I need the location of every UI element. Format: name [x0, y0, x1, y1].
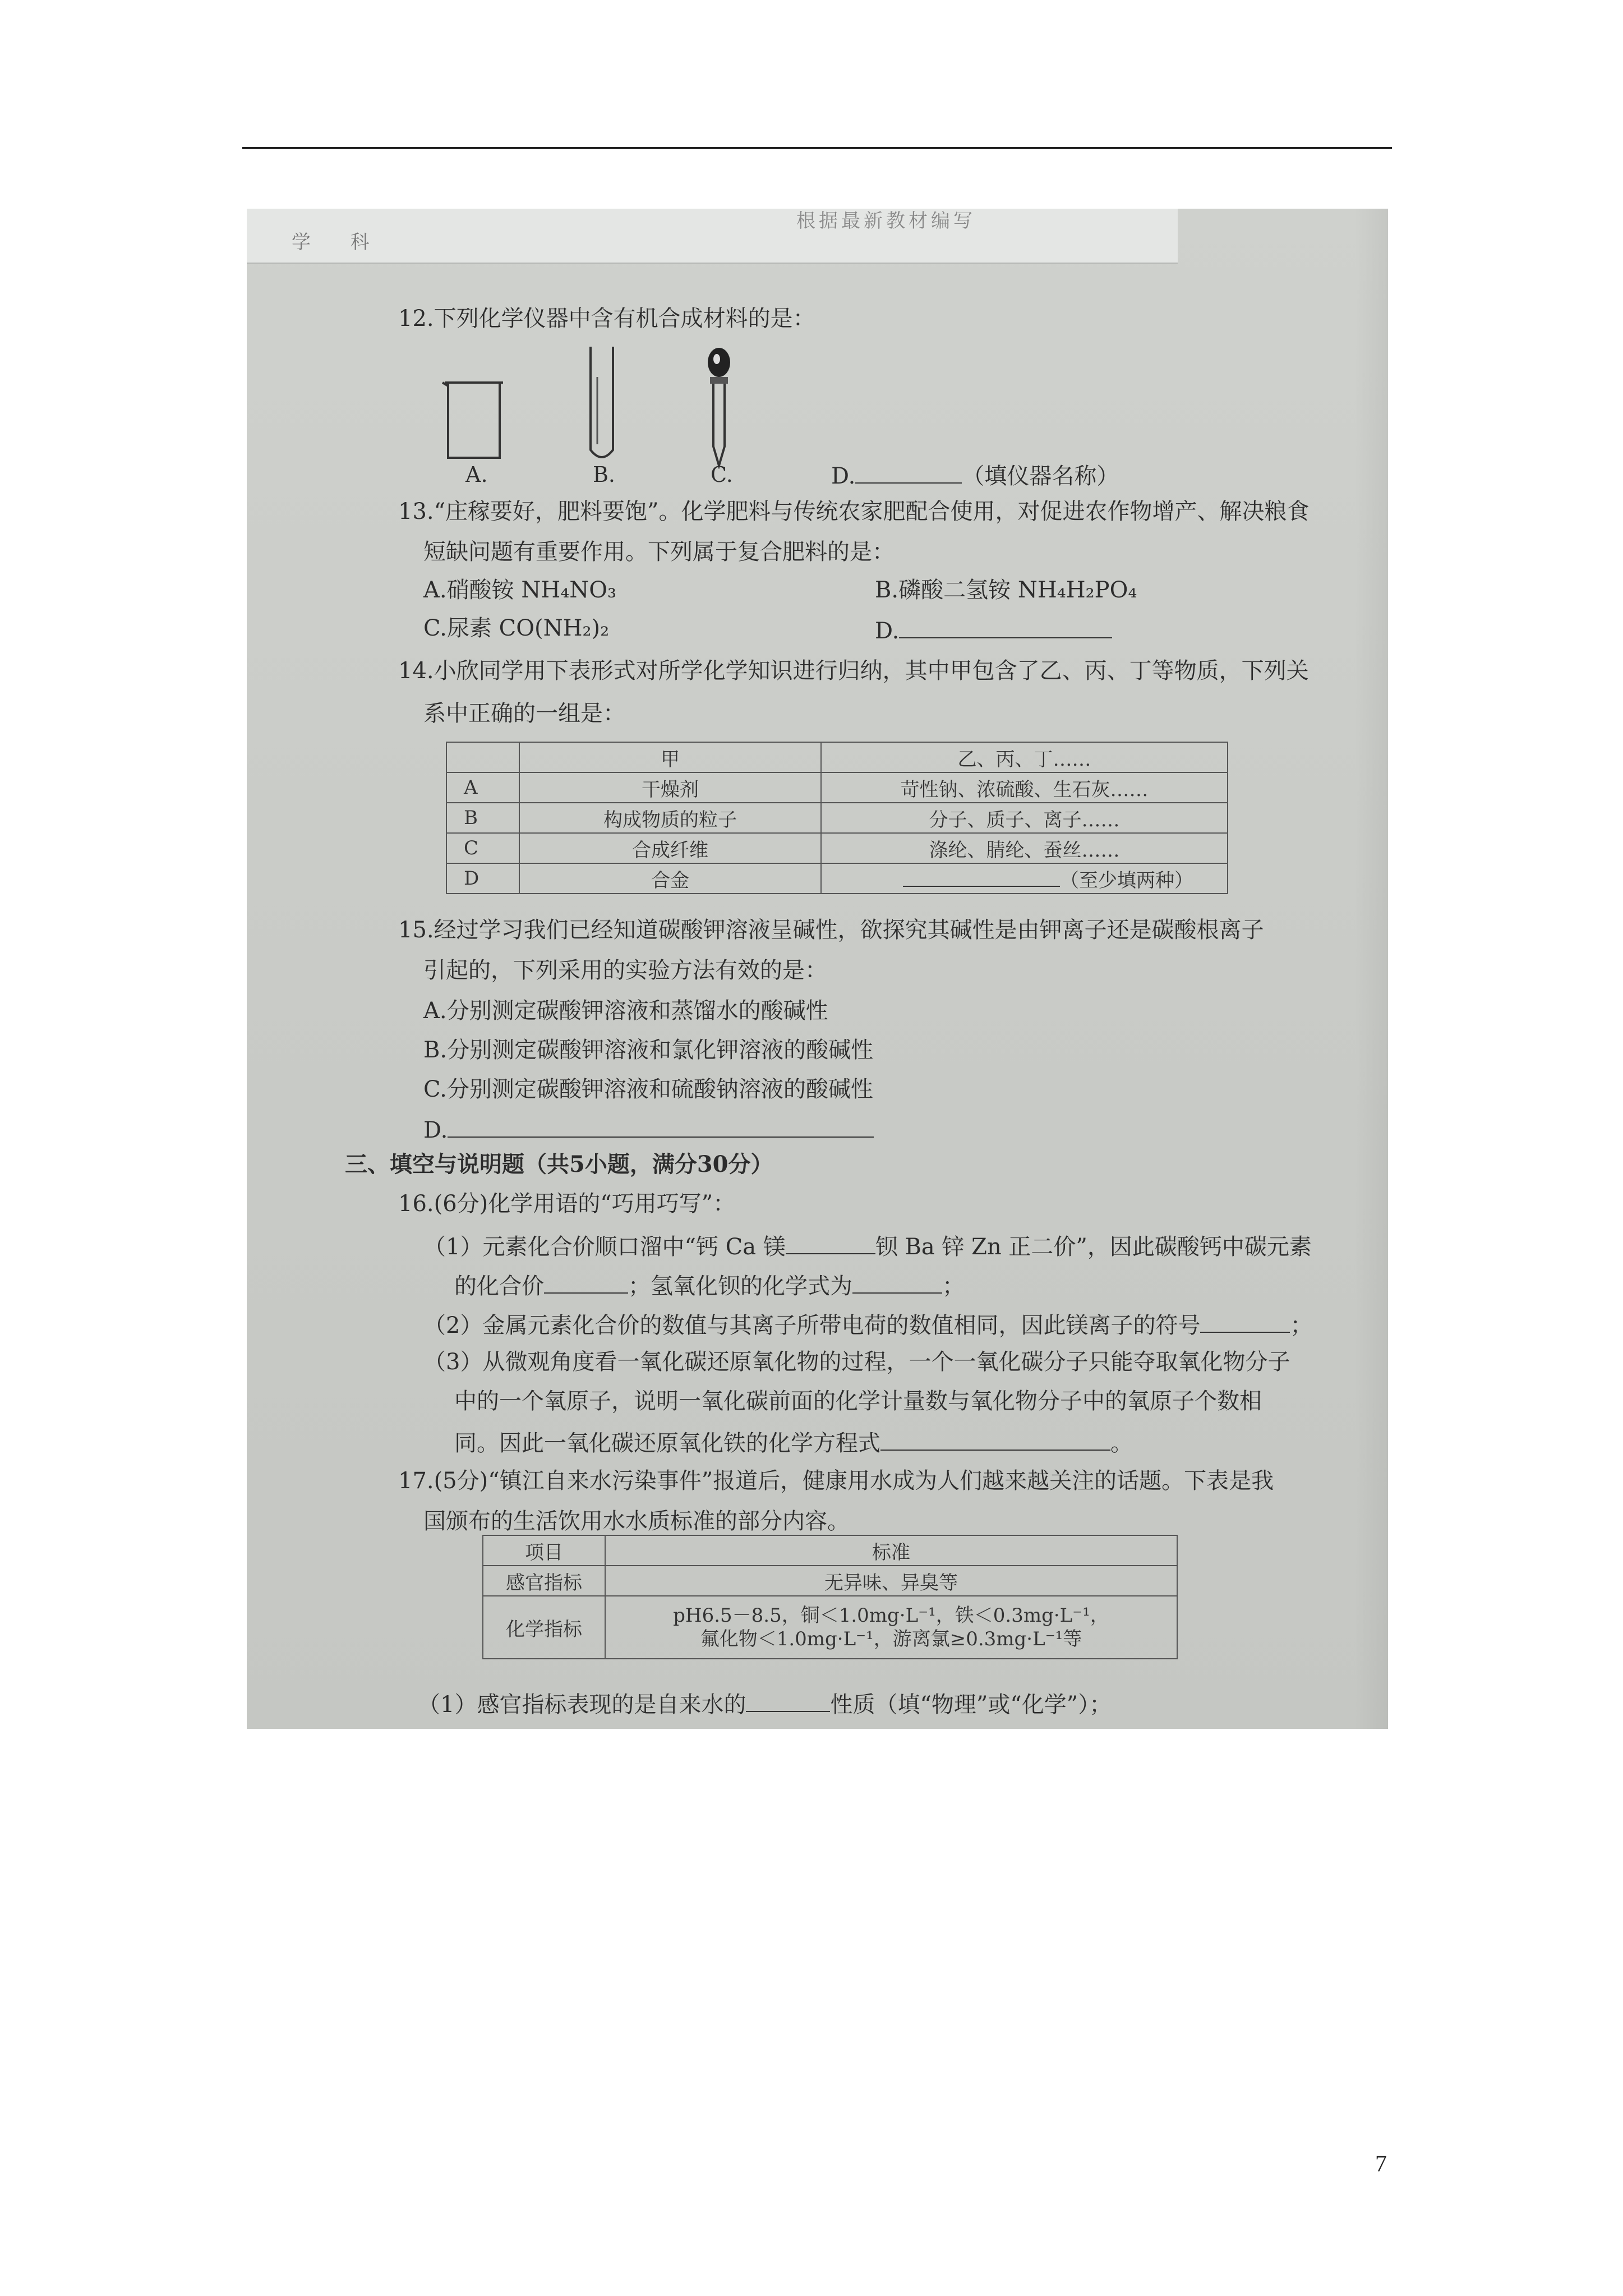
- q14-row-a-jia: 干燥剂: [519, 772, 821, 803]
- q17-header-standard: 标准: [605, 1535, 1177, 1566]
- q16-p2-blank[interactable]: [1200, 1309, 1290, 1333]
- q14-row-d-items: [821, 863, 1228, 894]
- page-number: 7: [1375, 2151, 1387, 2177]
- q12-label-b: B.: [593, 462, 616, 487]
- q14-row-d-jia: 合金: [519, 863, 821, 894]
- q13-d-prefix: D.: [875, 618, 900, 644]
- q17-row2-line2: 氟化物＜1.0mg·L⁻¹，游离氯≥0.3mg·L⁻¹等: [700, 1628, 1082, 1650]
- q12-option-d: [831, 460, 1119, 490]
- q13-option-c: C.尿素 CO(NH₂)₂: [423, 615, 610, 641]
- q16-p1-c: 的化合价: [454, 1273, 544, 1299]
- q14-row-c-jia: 合成纤维: [519, 833, 821, 863]
- q14-row-b-label: B: [446, 803, 519, 833]
- q14-row-a-label: A: [446, 772, 519, 803]
- q16-part3-line2: 中的一个氧原子，说明一氧化碳前面的化学计量数与氧化物分子中的氧原子个数相: [454, 1388, 1262, 1414]
- q16-p1-e: ；: [942, 1273, 965, 1299]
- page-edge-shadow: [1354, 209, 1388, 1729]
- header-strip: [247, 209, 1178, 264]
- q14-row-d-label: D: [446, 863, 519, 894]
- table-row: [446, 772, 1228, 803]
- table-row: [483, 1596, 1177, 1659]
- q12-label-c: C.: [711, 462, 733, 487]
- table-row: [446, 803, 1228, 833]
- q16-part3-line3: [454, 1427, 1133, 1457]
- q17-line1: 17.(5分)“镇江自来水污染事件”报道后，健康用水成为人们越来越关注的话题。下表是我: [398, 1468, 1274, 1494]
- q13-line1: 13.“庄稼要好，肥料要饱”。化学肥料与传统农家肥配合使用，对促进农作物增产、解决粮食: [398, 499, 1310, 524]
- q17-row2-label: 化学指标: [483, 1596, 605, 1659]
- q12-label-a: A.: [465, 462, 488, 487]
- q17-part1: [418, 1688, 1112, 1718]
- q14-row-c-items: 涤纶、腈纶、蚕丝……: [821, 833, 1228, 863]
- q12-d-suffix: （填仪器名称）: [962, 463, 1119, 489]
- q17-p1-a: （1）感官指标表现的是自来水的: [418, 1692, 746, 1718]
- q16-p1-a: （1）元素化合价顺口溜中“钙 Ca 镁: [423, 1234, 786, 1260]
- q13-option-b: B.磷酸二氢铵 NH₄H₂PO₄: [875, 577, 1137, 603]
- q17-p1-blank[interactable]: [746, 1688, 830, 1712]
- q13-option-a: A.硝酸铵 NH₄NO₃: [423, 577, 617, 603]
- q16-p3-text: 同。因此一氧化碳还原氧化铁的化学方程式: [454, 1430, 880, 1456]
- q16-p2-text: （2）金属元素化合价的数值与其离子所带电荷的数值相同，因此镁离子的符号: [423, 1313, 1201, 1338]
- table-row: [446, 863, 1228, 894]
- q17-header-item: 项目: [483, 1535, 605, 1566]
- table-row: [483, 1566, 1177, 1596]
- section-3-heading: 三、填空与说明题（共5小题，满分30分）: [345, 1151, 773, 1177]
- q14-row-b-items: 分子、质子、离子……: [821, 803, 1228, 833]
- q13-d-blank[interactable]: [899, 615, 1112, 638]
- q15-d-blank[interactable]: [448, 1114, 874, 1138]
- q14-header-col1: 甲: [519, 742, 821, 772]
- q14-d-hint: （至少填两种）: [1060, 869, 1193, 892]
- q16-p1-blank1[interactable]: [786, 1231, 875, 1254]
- q12-d-prefix: D.: [831, 463, 856, 489]
- q16-p1-blank2[interactable]: [544, 1270, 628, 1294]
- q17-p1-b: 性质（填“物理”或“化学”）；: [830, 1692, 1112, 1718]
- q16-stem: 16.(6分)化学用语的“巧用巧写”：: [398, 1191, 736, 1217]
- q13-line2: 短缺问题有重要作用。下列属于复合肥料的是：: [423, 539, 895, 565]
- q15-d-prefix: D.: [423, 1117, 448, 1143]
- q15-line2: 引起的，下列采用的实验方法有效的是：: [423, 958, 827, 983]
- scanned-exam-photo: [247, 209, 1388, 1729]
- q15-option-d: [423, 1114, 874, 1144]
- q16-p3-end: 。: [1110, 1430, 1133, 1456]
- q17-row1-value: 无异味、异臭等: [605, 1566, 1177, 1596]
- beaker-icon: [440, 378, 508, 462]
- q12-d-blank[interactable]: [855, 460, 962, 484]
- header-strip-right: 根据最新教材编写: [796, 210, 976, 232]
- q17-table-header: [483, 1535, 1177, 1566]
- q14-d-blank[interactable]: [903, 867, 1060, 887]
- q15-option-c: C.分别测定碳酸钾溶液和硫酸钠溶液的酸碱性: [423, 1076, 873, 1102]
- dropper-icon: [702, 346, 736, 469]
- q14-row-c-label: C: [446, 833, 519, 863]
- q14-row-a-items: 苛性钠、浓硫酸、生石灰……: [821, 772, 1228, 803]
- q12-stem: 12.下列化学仪器中含有机合成材料的是：: [398, 306, 815, 332]
- q16-part1-line2: [454, 1270, 965, 1300]
- q16-p3-blank[interactable]: [880, 1427, 1110, 1451]
- q14-line2: 系中正确的一组是：: [423, 701, 625, 726]
- q17-water-standard-table: [482, 1535, 1178, 1659]
- q16-part2: [423, 1309, 1312, 1339]
- q14-table: [446, 742, 1228, 894]
- q16-p2-end: ；: [1290, 1313, 1313, 1338]
- q15-option-a: A.分别测定碳酸钾溶液和蒸馏水的酸碱性: [423, 998, 828, 1024]
- q14-header-col0: [446, 742, 519, 772]
- header-strip-left: 学 科: [292, 231, 386, 254]
- q17-row2-line1: pH6.5－8.5，铜＜1.0mg·L⁻¹，铁＜0.3mg·L⁻¹，: [673, 1604, 1109, 1627]
- q16-p1-blank3[interactable]: [852, 1270, 942, 1294]
- q14-header-col2: 乙、丙、丁……: [821, 742, 1228, 772]
- q16-part3-line1: （3）从微观角度看一氧化碳还原氧化物的过程，一个一氧化碳分子只能夺取氧化物分子: [423, 1349, 1290, 1375]
- q17-line2: 国颁布的生活饮用水水质标准的部分内容。: [423, 1508, 850, 1534]
- table-row: [446, 833, 1228, 863]
- q16-p1-b: 钡 Ba 锌 Zn 正二价”，因此碳酸钙中碳元素: [875, 1234, 1312, 1260]
- q14-table-header: [446, 742, 1228, 772]
- q14-line1: 14.小欣同学用下表形式对所学化学知识进行归纳，其中甲包含了乙、丙、丁等物质，下列关: [398, 658, 1309, 684]
- test-tube-icon: [585, 343, 619, 467]
- q17-row1-label: 感官指标: [483, 1566, 605, 1596]
- q17-row2-value: [605, 1596, 1177, 1659]
- q16-part1-line1: [423, 1231, 1312, 1260]
- q16-p1-d: ；氢氧化钡的化学式为: [628, 1273, 852, 1299]
- top-rule: [242, 147, 1392, 149]
- q13-option-d: [875, 615, 1112, 645]
- q15-option-b: B.分别测定碳酸钾溶液和氯化钾溶液的酸碱性: [423, 1037, 874, 1063]
- q15-line1: 15.经过学习我们已经知道碳酸钾溶液呈碱性，欲探究其碱性是由钾离子还是碳酸根离子: [398, 917, 1264, 943]
- q14-row-b-jia: 构成物质的粒子: [519, 803, 821, 833]
